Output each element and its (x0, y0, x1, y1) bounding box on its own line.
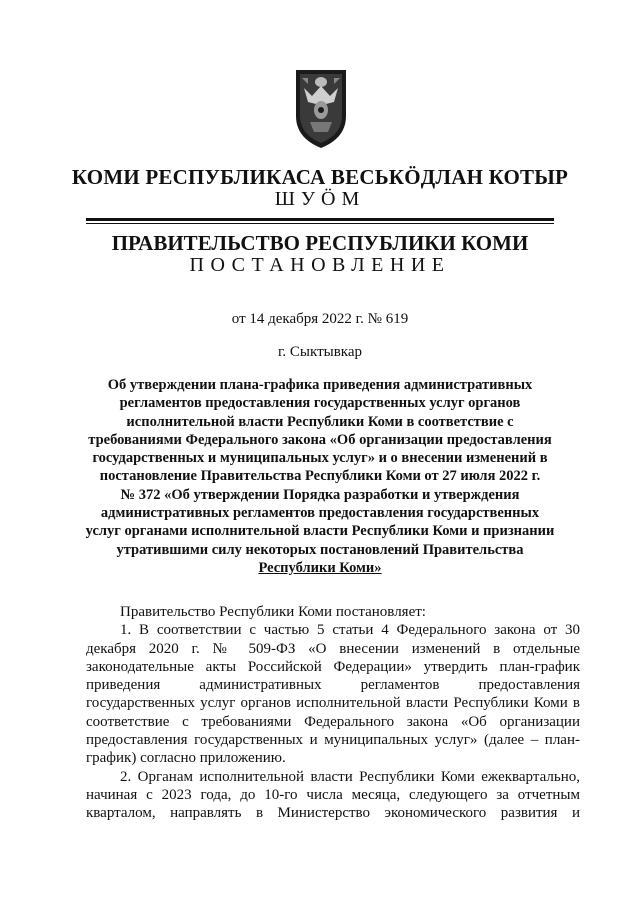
header-rule-thin (86, 223, 554, 224)
heading-line: регламентов предоставления государственных услуг органов (119, 395, 521, 412)
paragraph-1-line: декабря 2020 г. № 509-ФЗ «О внесении изменений в отдельные (86, 640, 580, 657)
header-rule-thick (86, 218, 554, 221)
paragraph-1-line: государственных услуг органов исполнительной власти Республики Коми в (86, 695, 580, 712)
paragraph-1-line: соответствие с требованиями Федерального закона «Об организации (86, 713, 580, 730)
heading-line: исполнительной власти Республики Коми в соответствие с (126, 413, 514, 430)
heading-line: требованиями Федерального закона «Об организации предоставления (88, 431, 552, 448)
paragraph-1-line: график) согласно приложению. (86, 750, 286, 767)
paragraph-2-line: 2. Органам исполнительной власти Республики Коми ежеквартально, (120, 768, 580, 785)
paragraph-1-line: 1. В соответствии с частью 5 статьи 4 Федерального закона от 30 (120, 622, 580, 639)
komi-title: КОМИ РЕСПУБЛИКАСА ВЕСЬКӦДЛАН КОТЫР (71, 165, 569, 189)
heading-line: № 372 «Об утверждении Порядка разработки и утверждения (120, 486, 520, 503)
paragraph-2-line: начиная с 2023 года, до 10-го числа месяца, следующего за отчетным (86, 786, 580, 803)
decree-city: г. Сыктывкар (277, 344, 363, 360)
paragraph-1-line: предоставления государственных и муниципальных услуг» (далее – план- (86, 732, 580, 749)
heading-line: Об утверждении плана-графика приведения административных (107, 377, 533, 393)
heading-line: утратившими силу некоторых постановлений Правительства (116, 541, 524, 558)
government-title: ПРАВИТЕЛЬСТВО РЕСПУБЛИКИ КОМИ (111, 231, 529, 255)
document-type: ПОСТАНОВЛЕНИЕ (189, 254, 451, 276)
decree-body (86, 603, 580, 823)
paragraph-2-line: кварталом, направлять в Министерство экономического развития и (86, 805, 580, 822)
heading-line: административных регламентов предоставления государственных (100, 505, 540, 522)
heading-line: Республики Коми» (258, 559, 382, 576)
decree-heading (82, 376, 558, 577)
decree-date-number: от 14 декабря 2022 г. № 619 (231, 311, 409, 327)
body-intro: Правительство Республики Коми постановляет: (120, 604, 426, 620)
paragraph-1-line: приведения административных регламентов предоставления (86, 677, 580, 694)
heading-line: государственных и муниципальных услуг» и о внесении изменений в (92, 450, 548, 467)
coat-of-arms-komi-emblem (292, 66, 350, 150)
heading-line: постановление Правительства Республики Коми от 27 июля 2022 г. (99, 468, 541, 485)
paragraph-1-line: законодательные акты Российской Федерации» утвердить план-график (86, 658, 580, 675)
heading-line: услуг органами исполнительной власти Республики Коми и признании (85, 523, 555, 540)
komi-subtitle: ШУӦМ (274, 188, 366, 210)
